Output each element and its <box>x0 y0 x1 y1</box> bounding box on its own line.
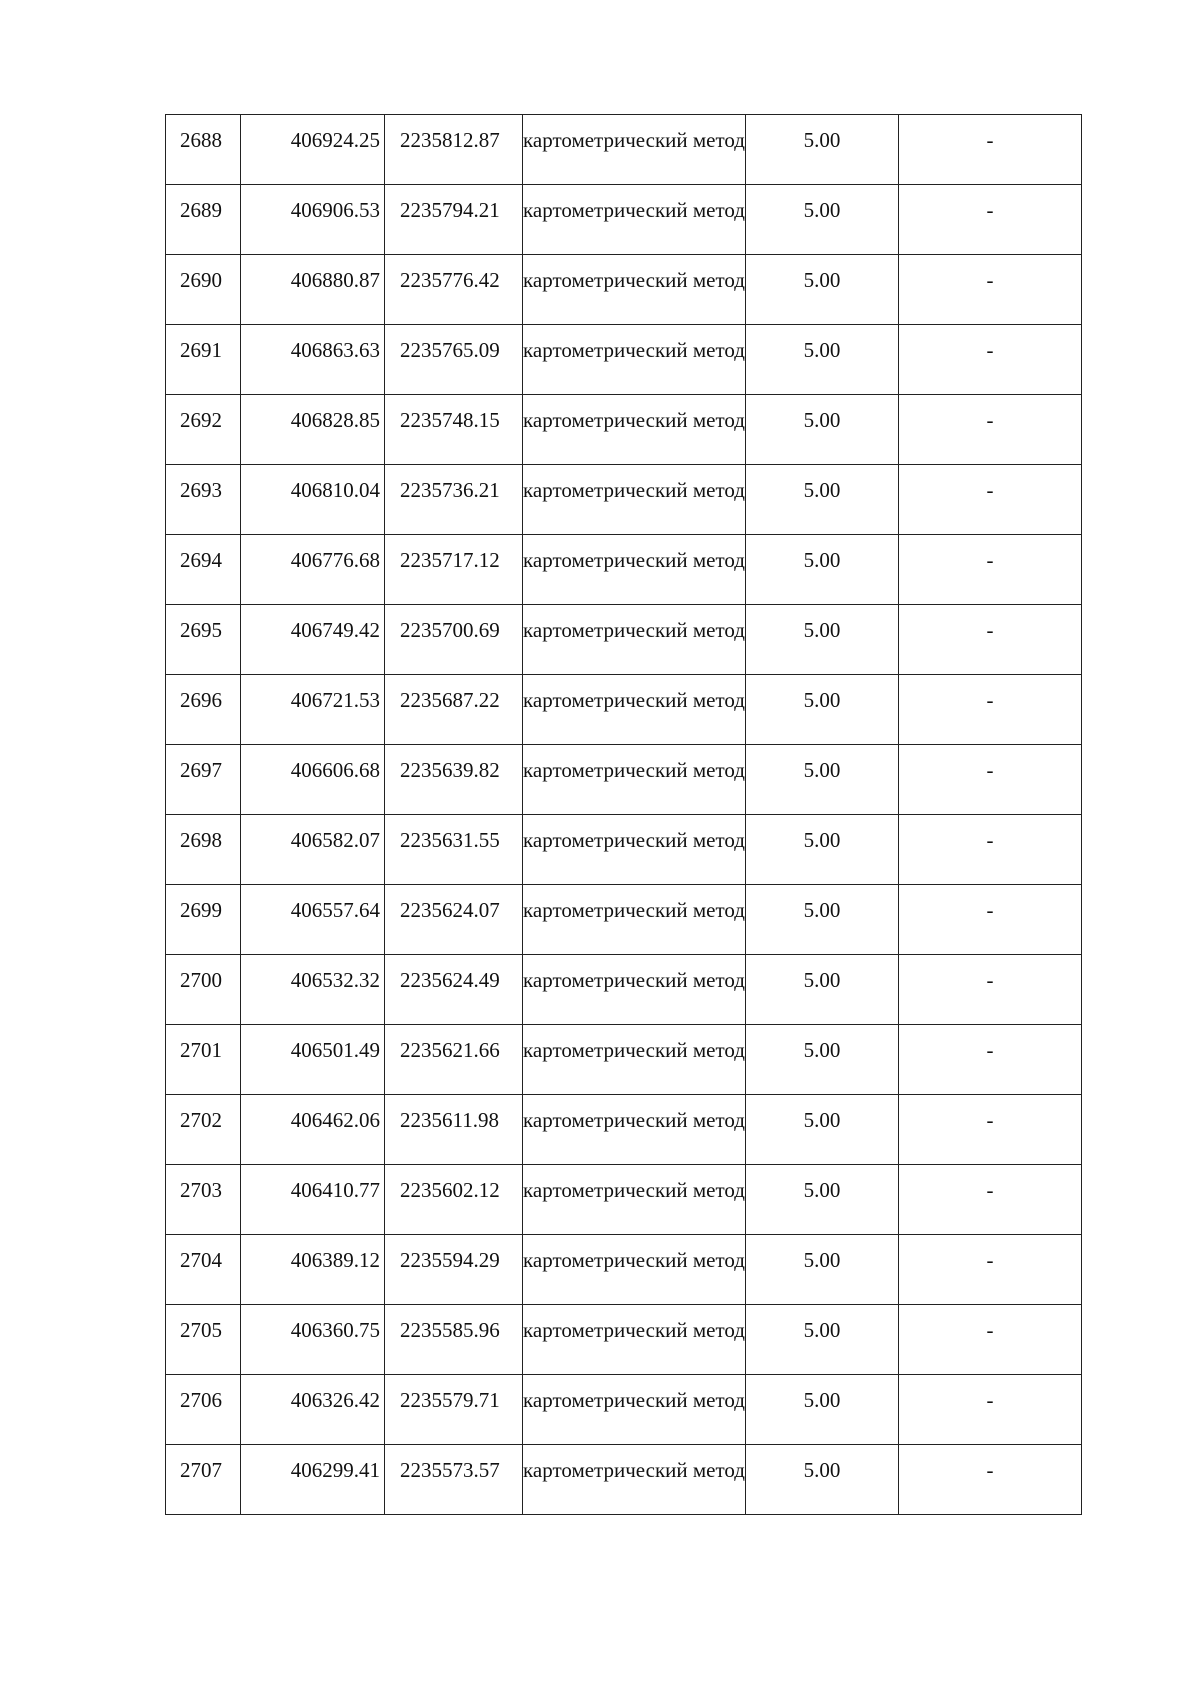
note-cell: - <box>899 185 1082 255</box>
accuracy-cell: 5.00 <box>746 325 899 395</box>
y-coordinate-cell: 2235812.87 <box>385 115 523 185</box>
method-cell: картометрический метод <box>523 465 746 535</box>
method-cell: картометрический метод <box>523 1375 746 1445</box>
accuracy-cell: 5.00 <box>746 815 899 885</box>
note-cell: - <box>899 1095 1082 1165</box>
x-coordinate-cell: 406557.64 <box>241 885 385 955</box>
point-number-cell: 2707 <box>166 1445 241 1515</box>
note-cell: - <box>899 115 1082 185</box>
accuracy-cell: 5.00 <box>746 1165 899 1235</box>
x-coordinate-cell: 406410.77 <box>241 1165 385 1235</box>
accuracy-cell: 5.00 <box>746 185 899 255</box>
method-cell: картометрический метод <box>523 1165 746 1235</box>
note-cell: - <box>899 815 1082 885</box>
x-coordinate-cell: 406582.07 <box>241 815 385 885</box>
note-cell: - <box>899 1165 1082 1235</box>
coordinates-table-body <box>166 115 1082 1515</box>
note-cell: - <box>899 1445 1082 1515</box>
point-number-cell: 2693 <box>166 465 241 535</box>
point-number-cell: 2695 <box>166 605 241 675</box>
accuracy-cell: 5.00 <box>746 115 899 185</box>
method-cell: картометрический метод <box>523 395 746 465</box>
y-coordinate-cell: 2235611.98 <box>385 1095 523 1165</box>
method-cell: картометрический метод <box>523 605 746 675</box>
table-row <box>166 1305 1082 1375</box>
accuracy-cell: 5.00 <box>746 955 899 1025</box>
x-coordinate-cell: 406749.42 <box>241 605 385 675</box>
method-cell: картометрический метод <box>523 885 746 955</box>
y-coordinate-cell: 2235624.07 <box>385 885 523 955</box>
y-coordinate-cell: 2235687.22 <box>385 675 523 745</box>
accuracy-cell: 5.00 <box>746 605 899 675</box>
y-coordinate-cell: 2235748.15 <box>385 395 523 465</box>
y-coordinate-cell: 2235776.42 <box>385 255 523 325</box>
method-cell: картометрический метод <box>523 815 746 885</box>
point-number-cell: 2690 <box>166 255 241 325</box>
point-number-cell: 2696 <box>166 675 241 745</box>
accuracy-cell: 5.00 <box>746 885 899 955</box>
note-cell: - <box>899 325 1082 395</box>
note-cell: - <box>899 745 1082 815</box>
accuracy-cell: 5.00 <box>746 535 899 605</box>
accuracy-cell: 5.00 <box>746 1025 899 1095</box>
x-coordinate-cell: 406863.63 <box>241 325 385 395</box>
note-cell: - <box>899 395 1082 465</box>
table-row <box>166 955 1082 1025</box>
x-coordinate-cell: 406501.49 <box>241 1025 385 1095</box>
x-coordinate-cell: 406721.53 <box>241 675 385 745</box>
x-coordinate-cell: 406360.75 <box>241 1305 385 1375</box>
point-number-cell: 2703 <box>166 1165 241 1235</box>
y-coordinate-cell: 2235624.49 <box>385 955 523 1025</box>
point-number-cell: 2692 <box>166 395 241 465</box>
x-coordinate-cell: 406776.68 <box>241 535 385 605</box>
method-cell: картометрический метод <box>523 1095 746 1165</box>
table-row <box>166 325 1082 395</box>
method-cell: картометрический метод <box>523 535 746 605</box>
y-coordinate-cell: 2235717.12 <box>385 535 523 605</box>
note-cell: - <box>899 1305 1082 1375</box>
accuracy-cell: 5.00 <box>746 675 899 745</box>
table-row <box>166 1375 1082 1445</box>
y-coordinate-cell: 2235794.21 <box>385 185 523 255</box>
method-cell: картометрический метод <box>523 255 746 325</box>
method-cell: картометрический метод <box>523 1025 746 1095</box>
method-cell: картометрический метод <box>523 745 746 815</box>
method-cell: картометрический метод <box>523 1305 746 1375</box>
accuracy-cell: 5.00 <box>746 465 899 535</box>
point-number-cell: 2706 <box>166 1375 241 1445</box>
note-cell: - <box>899 535 1082 605</box>
note-cell: - <box>899 885 1082 955</box>
x-coordinate-cell: 406389.12 <box>241 1235 385 1305</box>
method-cell: картометрический метод <box>523 675 746 745</box>
note-cell: - <box>899 255 1082 325</box>
table-row <box>166 185 1082 255</box>
table-row <box>166 255 1082 325</box>
x-coordinate-cell: 406326.42 <box>241 1375 385 1445</box>
note-cell: - <box>899 955 1082 1025</box>
point-number-cell: 2701 <box>166 1025 241 1095</box>
accuracy-cell: 5.00 <box>746 745 899 815</box>
y-coordinate-cell: 2235700.69 <box>385 605 523 675</box>
point-number-cell: 2705 <box>166 1305 241 1375</box>
accuracy-cell: 5.00 <box>746 1445 899 1515</box>
accuracy-cell: 5.00 <box>746 1235 899 1305</box>
method-cell: картометрический метод <box>523 955 746 1025</box>
point-number-cell: 2689 <box>166 185 241 255</box>
x-coordinate-cell: 406462.06 <box>241 1095 385 1165</box>
table-row <box>166 535 1082 605</box>
y-coordinate-cell: 2235585.96 <box>385 1305 523 1375</box>
table-row <box>166 675 1082 745</box>
point-number-cell: 2702 <box>166 1095 241 1165</box>
method-cell: картометрический метод <box>523 115 746 185</box>
table-row <box>166 745 1082 815</box>
accuracy-cell: 5.00 <box>746 255 899 325</box>
note-cell: - <box>899 1375 1082 1445</box>
table-row <box>166 465 1082 535</box>
method-cell: картометрический метод <box>523 185 746 255</box>
table-row <box>166 885 1082 955</box>
table-row <box>166 395 1082 465</box>
y-coordinate-cell: 2235631.55 <box>385 815 523 885</box>
table-row <box>166 1095 1082 1165</box>
point-number-cell: 2698 <box>166 815 241 885</box>
y-coordinate-cell: 2235736.21 <box>385 465 523 535</box>
point-number-cell: 2700 <box>166 955 241 1025</box>
method-cell: картометрический метод <box>523 1445 746 1515</box>
x-coordinate-cell: 406299.41 <box>241 1445 385 1515</box>
note-cell: - <box>899 605 1082 675</box>
x-coordinate-cell: 406924.25 <box>241 115 385 185</box>
coordinates-table <box>165 114 1082 1515</box>
note-cell: - <box>899 675 1082 745</box>
method-cell: картометрический метод <box>523 325 746 395</box>
point-number-cell: 2697 <box>166 745 241 815</box>
y-coordinate-cell: 2235602.12 <box>385 1165 523 1235</box>
x-coordinate-cell: 406828.85 <box>241 395 385 465</box>
y-coordinate-cell: 2235621.66 <box>385 1025 523 1095</box>
accuracy-cell: 5.00 <box>746 395 899 465</box>
method-cell: картометрический метод <box>523 1235 746 1305</box>
y-coordinate-cell: 2235594.29 <box>385 1235 523 1305</box>
table-row <box>166 1235 1082 1305</box>
point-number-cell: 2694 <box>166 535 241 605</box>
table-row <box>166 115 1082 185</box>
y-coordinate-cell: 2235765.09 <box>385 325 523 395</box>
y-coordinate-cell: 2235573.57 <box>385 1445 523 1515</box>
x-coordinate-cell: 406880.87 <box>241 255 385 325</box>
x-coordinate-cell: 406606.68 <box>241 745 385 815</box>
table-row <box>166 605 1082 675</box>
note-cell: - <box>899 1025 1082 1095</box>
table-row <box>166 1165 1082 1235</box>
table-row <box>166 1025 1082 1095</box>
accuracy-cell: 5.00 <box>746 1095 899 1165</box>
x-coordinate-cell: 406810.04 <box>241 465 385 535</box>
point-number-cell: 2688 <box>166 115 241 185</box>
x-coordinate-cell: 406532.32 <box>241 955 385 1025</box>
accuracy-cell: 5.00 <box>746 1305 899 1375</box>
point-number-cell: 2691 <box>166 325 241 395</box>
point-number-cell: 2704 <box>166 1235 241 1305</box>
table-row <box>166 1445 1082 1515</box>
point-number-cell: 2699 <box>166 885 241 955</box>
note-cell: - <box>899 465 1082 535</box>
table-row <box>166 815 1082 885</box>
x-coordinate-cell: 406906.53 <box>241 185 385 255</box>
y-coordinate-cell: 2235639.82 <box>385 745 523 815</box>
note-cell: - <box>899 1235 1082 1305</box>
y-coordinate-cell: 2235579.71 <box>385 1375 523 1445</box>
accuracy-cell: 5.00 <box>746 1375 899 1445</box>
